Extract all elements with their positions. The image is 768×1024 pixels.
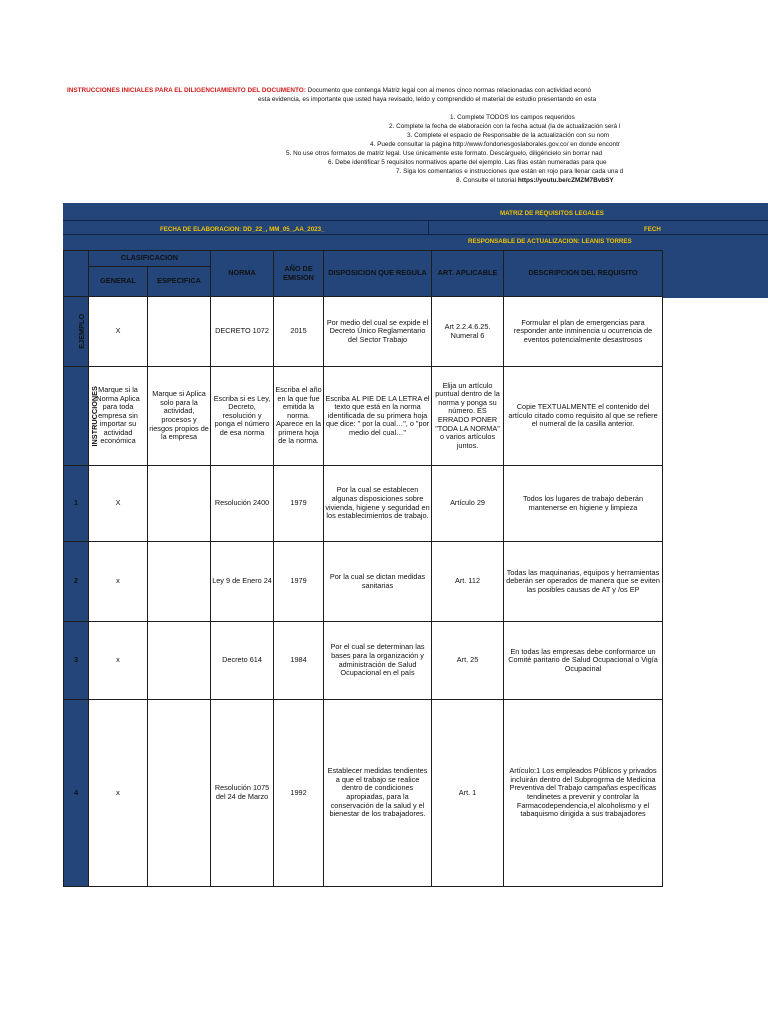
cell-descripcion: En todas las empresas debe conformarce un Comité paritario de Salud Ocupacional o Vigía Ocupacinal — [504, 622, 663, 700]
fecha-actualizacion-cut: FECH — [644, 226, 661, 233]
cell-anio: 1992 — [274, 700, 324, 887]
cell-norma: Resolución 2400 — [211, 466, 274, 542]
cell-descripcion: Formular el plan de emergencias para responder ante inminencia u ocurrencia de eventos potencialmente desastrosos — [504, 297, 663, 367]
cell-norma: DECRETO 1072 — [211, 297, 274, 367]
table-row — [64, 622, 663, 700]
cell-disposicion: Por el cual se determinan las bases para la organización y administración de Salud Ocupacional en el país — [324, 622, 432, 700]
header-articulo: ART. APLICABLE — [432, 251, 504, 297]
row-label: 3 — [64, 622, 89, 700]
row-label: 4 — [64, 700, 89, 887]
cell-especifica — [148, 542, 211, 622]
table-row — [64, 466, 663, 542]
instructions-intro-1: Documento que contenga Matriz legal con al menos cinco normas relacionadas con actividad econó — [307, 87, 592, 94]
row-label: 1 — [64, 466, 89, 542]
instruction-step-1: 1. Complete TODOS los campos requeridos — [450, 114, 575, 121]
band-divider-row-1 — [63, 220, 768, 221]
instruction-step-5: 5. No use otros formatos de matriz legal. Use únicamente este formato. Descárguelo, diligéncielo sin borrar nad — [286, 150, 603, 157]
instruction-step-3: 3. Complete el espacio de Responsable de la actualización con su nom — [407, 132, 610, 139]
legal-requirements-matrix — [63, 250, 663, 887]
table-row — [64, 700, 663, 887]
cell-especifica: Marque si Aplica solo para la actividad, procesos y riesgos propios de la empresa — [148, 367, 211, 466]
row-label: INSTRUCCIONES — [64, 367, 89, 466]
header-anio-emision: AÑO DE EMISION — [274, 251, 324, 297]
instruction-step-7: 7. Siga los comentarios e instrucciones que están en rojo para llenar cada una d — [396, 168, 624, 175]
cell-norma: Resolución 1075 del 24 de Marzo — [211, 700, 274, 887]
instruction-step-8 — [456, 177, 614, 186]
cell-norma: Escriba si es Ley, Decreto, resolución y ponga el número de esa norma — [211, 367, 274, 466]
table-row — [64, 297, 663, 367]
header-disposicion: DISPOSICION QUE REGULA — [324, 251, 432, 297]
cell-anio: 1979 — [274, 542, 324, 622]
matrix-side-band — [662, 250, 768, 298]
cell-articulo: Art. 1 — [432, 700, 504, 887]
cell-norma: Ley 9 de Enero 24 — [211, 542, 274, 622]
cell-especifica — [148, 297, 211, 367]
header-especifica: ESPECIFICA — [148, 267, 211, 297]
cell-norma: Decreto 614 — [211, 622, 274, 700]
row-label: 2 — [64, 542, 89, 622]
instruction-step-8-text: 8. Consulte el tutorial — [456, 177, 518, 184]
header-norma: NORMA — [211, 251, 274, 297]
cell-especifica — [148, 622, 211, 700]
cell-especifica — [148, 700, 211, 887]
cell-especifica — [148, 466, 211, 542]
responsable-actualizacion: RESPONSABLE DE ACTUALIZACION: LEANIS TORRES — [468, 238, 632, 245]
tutorial-link[interactable]: https://youtu.be/cZMZM7BvbSY — [517, 177, 614, 184]
cell-articulo: Art. 25 — [432, 622, 504, 700]
header-descripcion: DESCRIPCION DEL REQUISITO — [504, 251, 663, 297]
cell-disposicion: Por la cual se dictan medidas sanitarias — [324, 542, 432, 622]
cell-general: x — [89, 542, 148, 622]
cell-articulo: Art 2.2.4.6.25. Numeral 6 — [432, 297, 504, 367]
header-row-label — [64, 251, 89, 297]
instruction-step-4: 4. Puede consultar la página http://www.fondoriesgoslaborales.gov.co/ en donde encontr — [370, 141, 620, 148]
instruction-step-6: 6. Debe identificar 5 requisitos normativos aparte del ejemplo. Las filas están numeradas para que — [328, 159, 607, 166]
instructions-intro-line-1 — [67, 87, 591, 96]
instructions-intro-2: esta evidencia, es importante que usted haya revisado, leído y comprendido el material de estudio presentando en esta — [258, 96, 597, 103]
fecha-elaboracion: FECHA DE ELABORACION: DD_22_, MM_05_,AA_2023_ — [160, 226, 325, 233]
cell-disposicion: Por la cual se establecen algunas disposiciones sobre vivienda, higiene y seguridad en los establecimientos de trabajo. — [324, 466, 432, 542]
table-row — [64, 367, 663, 466]
cell-general: Marque si la Norma Aplica para toda empresa sin importar su actividad económica — [89, 367, 148, 466]
instruction-step-2: 2. Complete la fecha de elaboración con la fecha actual (la de actualización será l — [389, 123, 621, 130]
cell-descripcion: Copie TEXTUALMENTE el contenido del artículo citado como requisito al que se refiere el numeral de la casilla anterior. — [504, 367, 663, 466]
matrix-title: MATRIZ DE REQUISITOS LEGALES — [500, 210, 604, 217]
cell-anio: 2015 — [274, 297, 324, 367]
cell-descripcion: Artículo:1 Los empleados Públicos y privados incluirán dentro del Subprogrma de Medicina Preventiva del Trabajo campañas específicas tendinetes a prevenir y controlar la Farmacodependencia,el alcoholismo y el tabaquismo dirigida a sus trabajadores — [504, 700, 663, 887]
cell-articulo: Elija un artículo puntual dentro de la norma y ponga su número. ES ERRADO PONER "TODA LA NORMA" o varios artículos juntos. — [432, 367, 504, 466]
cell-disposicion: Escriba AL PIE DE LA LETRA el texto que está en la norma identificada de su primera hoja que dice: " por la cual…", o "por medio del cual…" — [324, 367, 432, 466]
cell-anio: 1984 — [274, 622, 324, 700]
cell-descripcion: Todos los lugares de trabajo deberán mantenerse en higiene y limpieza — [504, 466, 663, 542]
table-row — [64, 542, 663, 622]
cell-anio: Escriba el año en la que fue emitida la norma. Aparece en la primera hoja de la norma. — [274, 367, 324, 466]
cell-descripcion: Todas las maquinarias, equipos y herramientas deberán ser operados de manera que se eviten las posibles causas de AT y /os EP — [504, 542, 663, 622]
cell-general: X — [89, 466, 148, 542]
cell-general: X — [89, 297, 148, 367]
cell-articulo: Artículo 29 — [432, 466, 504, 542]
cell-general: x — [89, 700, 148, 887]
header-clasificacion: CLASIFICACION — [89, 251, 211, 267]
cell-general: x — [89, 622, 148, 700]
cell-disposicion: Establecer medidas tendientes a que el trabajo se realice dentro de condiciones apropiadas, para la conservación de la salud y el bienestar de los trabajadores. — [324, 700, 432, 887]
band-divider-vertical — [428, 221, 429, 234]
header-general: GENERAL — [89, 267, 148, 297]
row-label: EJEMPLO — [64, 297, 89, 367]
band-divider-row-2 — [63, 234, 768, 235]
instructions-title: INSTRUCCIONES INICIALES PARA EL DILIGENCIAMIENTO DEL DOCUMENTO: — [67, 87, 306, 94]
cell-disposicion: Por medio del cual se expide el Decreto Único Reglamentario del Sector Trabajo — [324, 297, 432, 367]
cell-articulo: Art. 112 — [432, 542, 504, 622]
cell-anio: 1979 — [274, 466, 324, 542]
